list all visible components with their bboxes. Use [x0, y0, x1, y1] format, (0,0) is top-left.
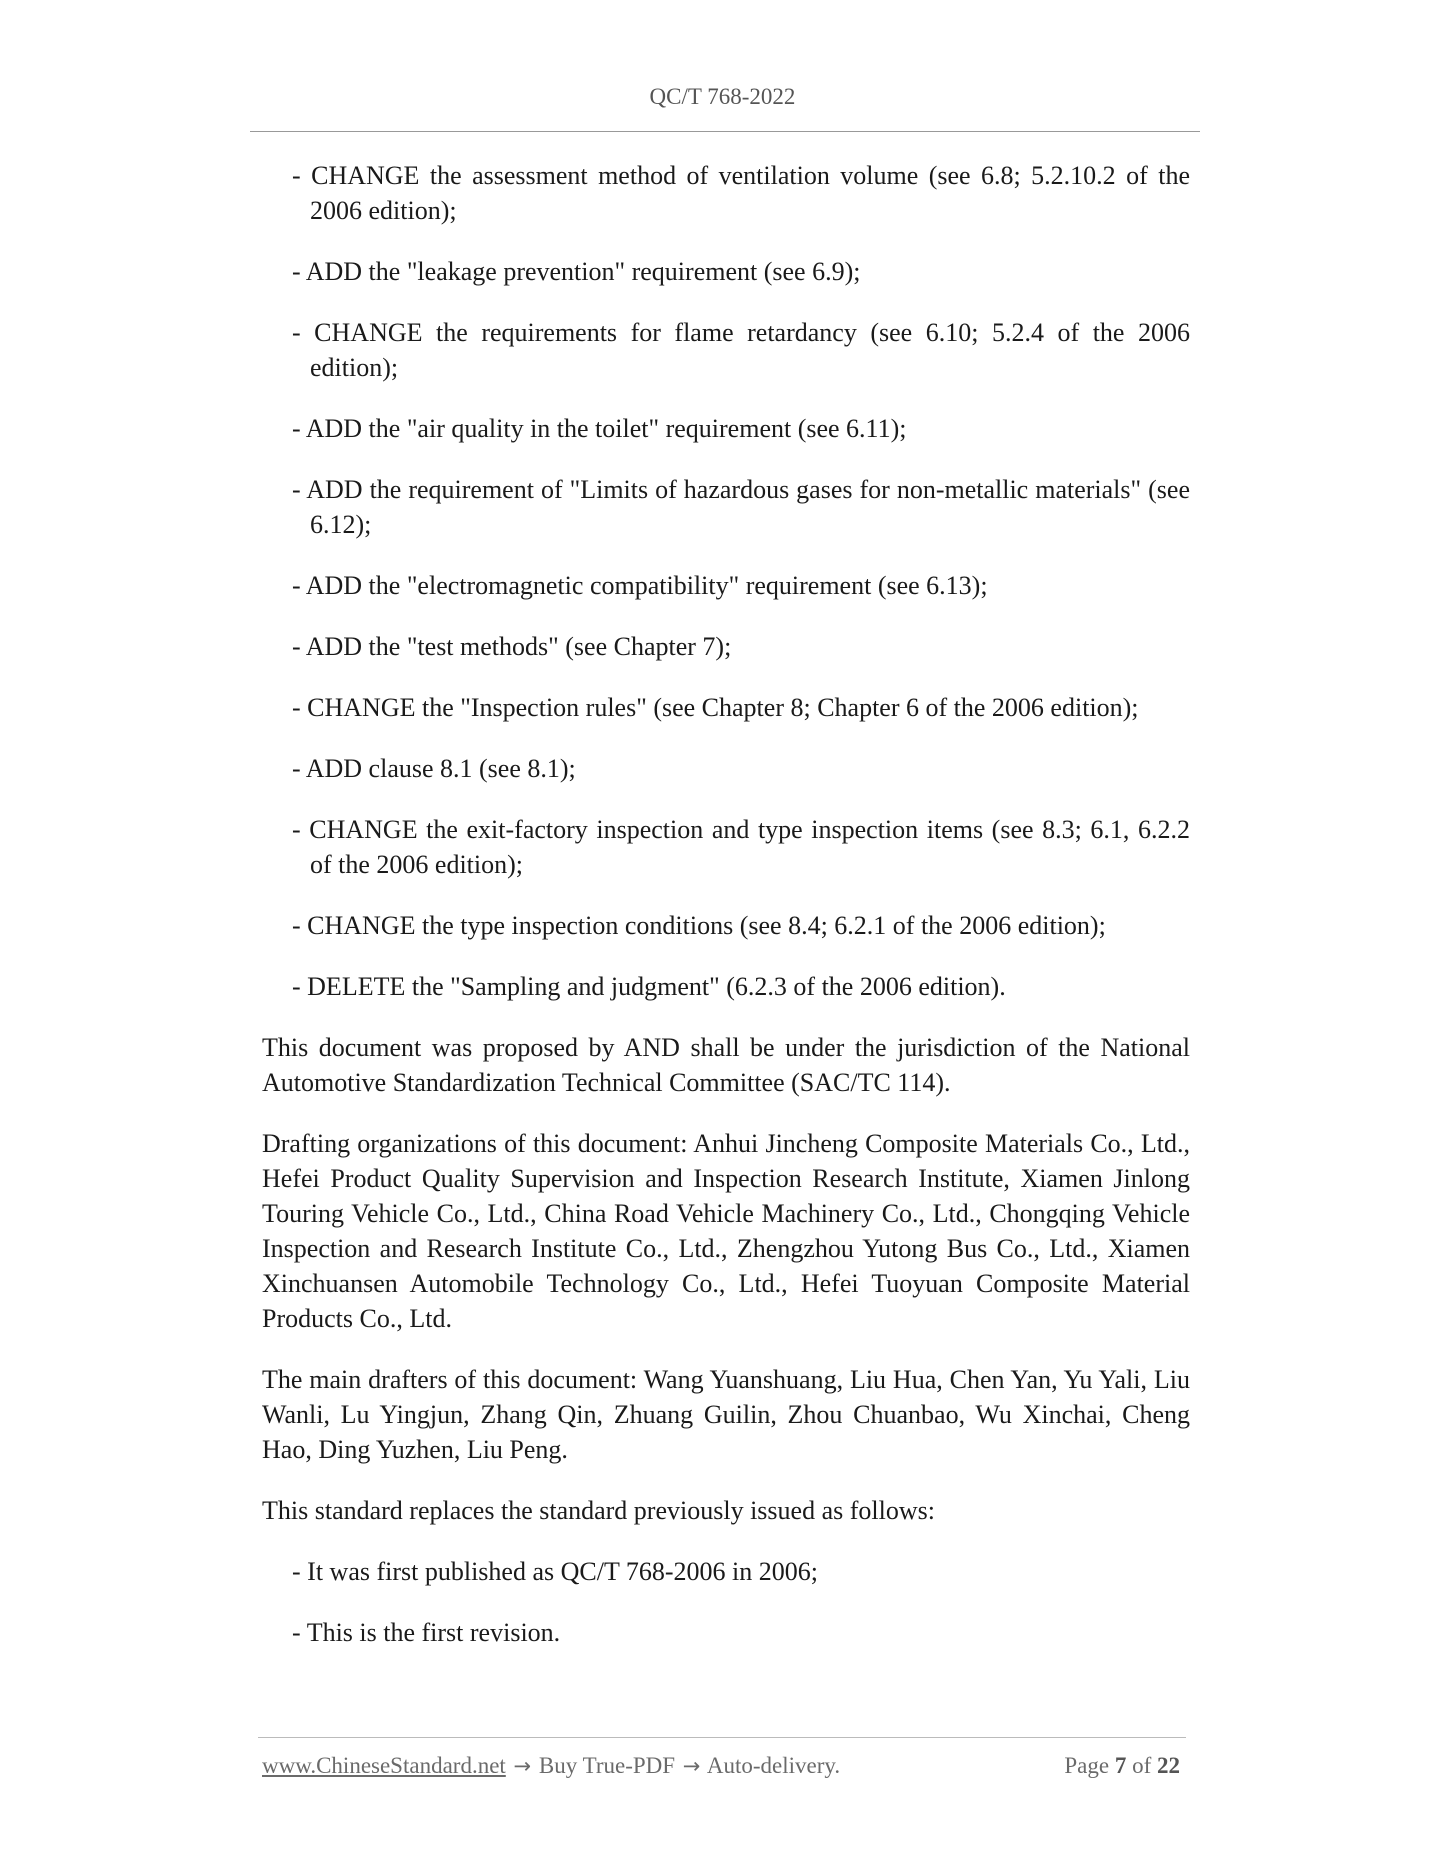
- document-header: QC/T 768-2022: [649, 84, 796, 109]
- change-item: - CHANGE the assessment method of ventilation volume (see 6.8; 5.2.10.2 of the 2006 edition);: [292, 161, 1190, 225]
- of-label: of: [1132, 1753, 1152, 1778]
- document-body: [262, 158, 1190, 1676]
- change-item: - CHANGE the requirements for flame retardancy (see 6.10; 5.2.4 of the 2006 edition);: [292, 318, 1190, 382]
- page-indicator: [1064, 1753, 1180, 1779]
- history-list: [262, 1554, 1190, 1650]
- change-item: - CHANGE the type inspection conditions (see 8.4; 6.2.1 of the 2006 edition);: [292, 911, 1106, 940]
- change-item: - ADD the "electromagnetic compatibility" requirement (see 6.13);: [292, 571, 988, 600]
- buy-pdf-text: Buy True-PDF: [538, 1753, 676, 1778]
- arrow-right-icon: →: [682, 1754, 701, 1778]
- changes-list: [262, 158, 1190, 1004]
- change-item: - ADD the requirement of "Limits of hazardous gases for non-metallic materials" (see 6.12);: [292, 475, 1190, 539]
- footer-promo: [262, 1753, 840, 1779]
- change-item: - ADD the "test methods" (see Chapter 7);: [292, 632, 732, 661]
- history-item: - It was first published as QC/T 768-2006 in 2006;: [292, 1557, 818, 1586]
- change-item: - CHANGE the "Inspection rules" (see Chapter 8; Chapter 6 of the 2006 edition);: [292, 693, 1139, 722]
- total-pages: 22: [1157, 1753, 1180, 1778]
- history-item: - This is the first revision.: [292, 1618, 561, 1647]
- change-item: - ADD clause 8.1 (see 8.1);: [292, 754, 576, 783]
- replacement-paragraph: This standard replaces the standard previously issued as follows:: [262, 1496, 935, 1525]
- page-label: Page: [1064, 1753, 1110, 1778]
- current-page: 7: [1114, 1753, 1127, 1778]
- drafters-paragraph: The main drafters of this document: Wang Yuanshuang, Liu Hua, Chen Yan, Yu Yali, Liu Wanli, Lu Yingjun, Zhang Qin, Zhuang Guilin, Zhou Chuanbao, Wu Xinchai, Cheng Hao, Ding Yuzhen, Liu Peng.: [262, 1365, 1190, 1464]
- change-item: - DELETE the "Sampling and judgment" (6.2.3 of the 2006 edition).: [292, 972, 1006, 1001]
- auto-delivery-text: Auto-delivery.: [706, 1753, 841, 1778]
- change-item: - CHANGE the exit-factory inspection and type inspection items (see 8.3; 6.1, 6.2.2 of the 2006 edition);: [292, 815, 1190, 879]
- arrow-right-icon: →: [513, 1754, 532, 1778]
- change-item: - ADD the "air quality in the toilet" requirement (see 6.11);: [292, 414, 907, 443]
- proposal-paragraph: This document was proposed by AND shall be under the jurisdiction of the National Automotive Standardization Technical Committee (SAC/TC 114).: [262, 1033, 1190, 1097]
- site-link[interactable]: www.ChineseStandard.net: [262, 1753, 506, 1778]
- footer-divider: [258, 1737, 1186, 1738]
- change-item: - ADD the "leakage prevention" requirement (see 6.9);: [292, 257, 861, 286]
- drafting-organizations-paragraph: Drafting organizations of this document: Anhui Jincheng Composite Materials Co., Ltd., Hefei Product Quality Supervision and Inspection Research Institute, Xiamen Jinlong Touring Vehicle Co., Ltd., China Road Vehicle Machinery Co., Ltd., Chongqing Vehicle Inspection and Research Institute Co., Ltd., Zhengzhou Yutong Bus Co., Ltd., Xiamen Xinchuansen Automobile Technology Co., Ltd., Hefei Tuoyuan Composite Material Products Co., Ltd.: [262, 1129, 1190, 1333]
- header-divider: [250, 131, 1200, 132]
